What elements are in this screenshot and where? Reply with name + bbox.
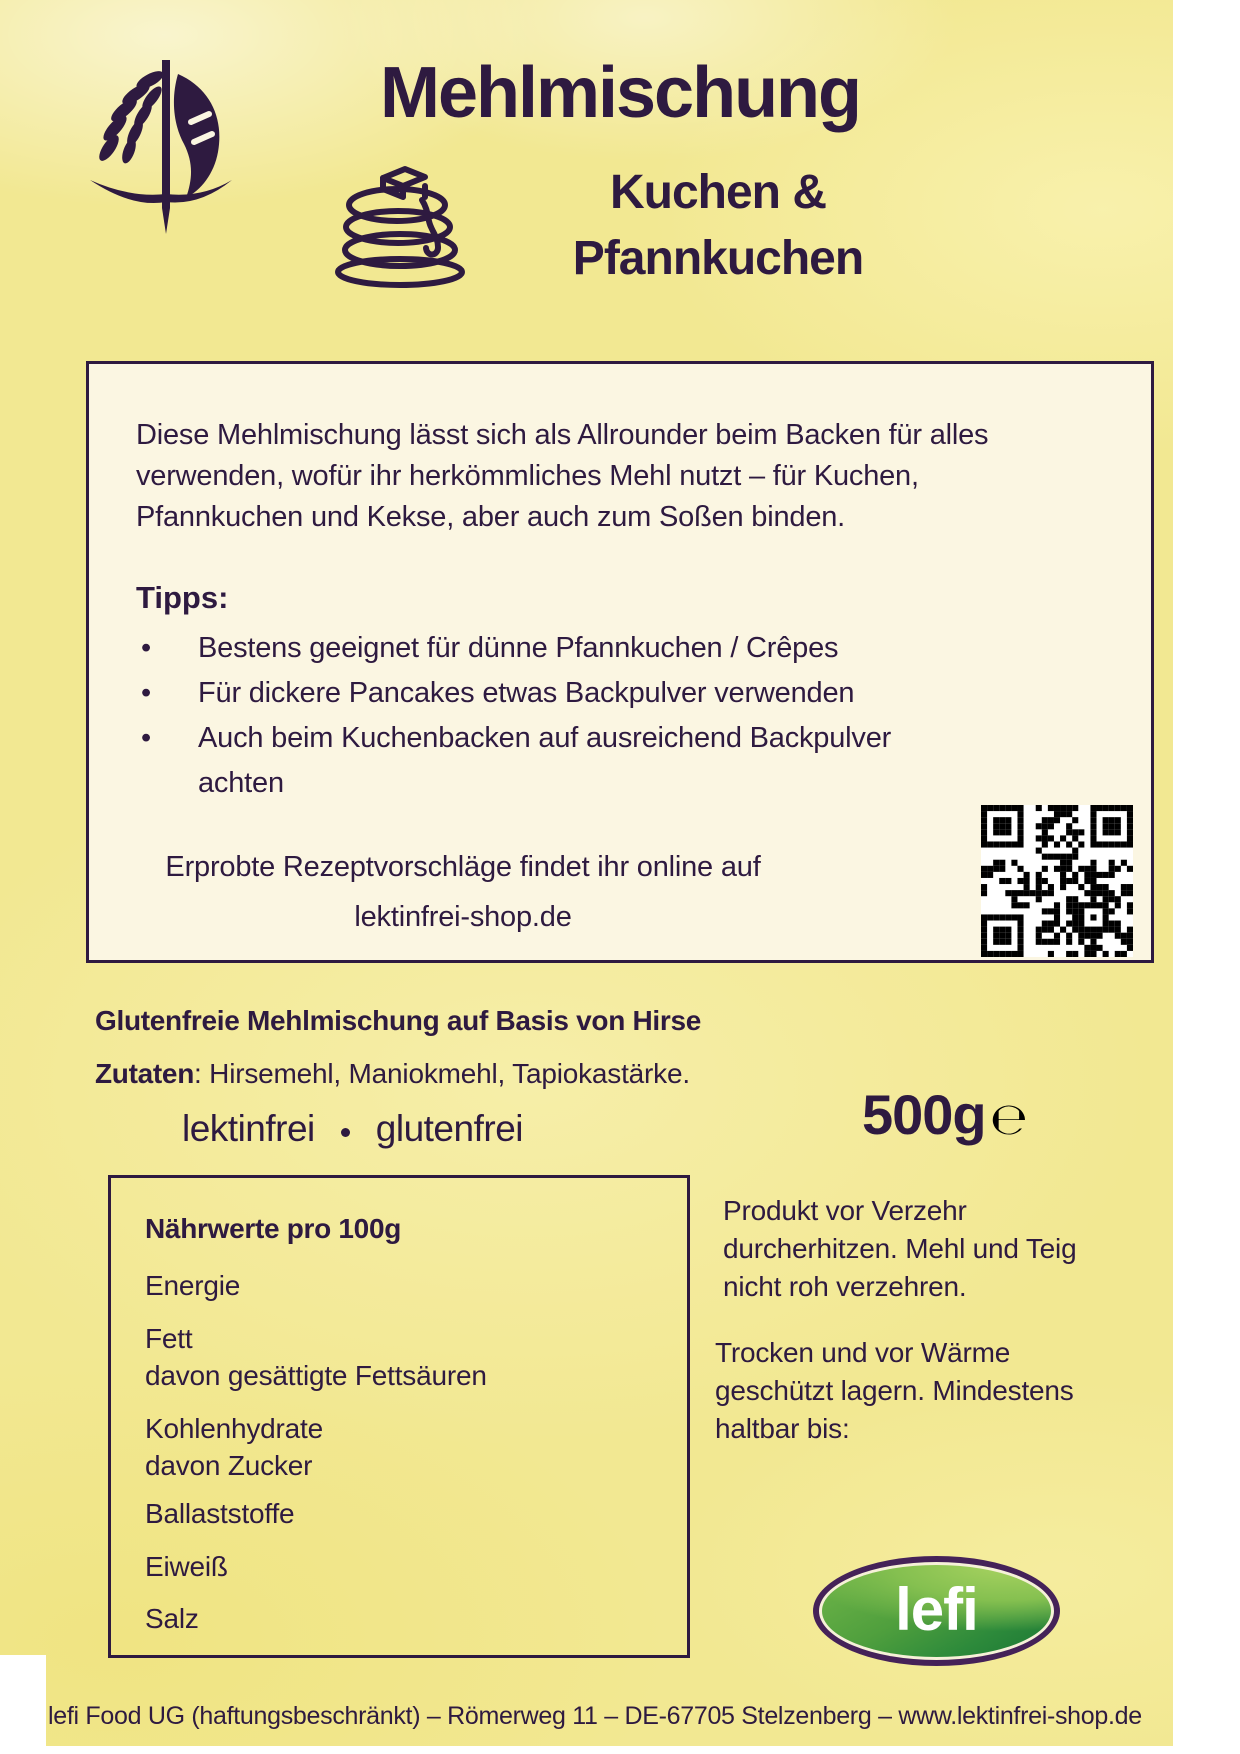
tip-item: • Für dickere Pancakes etwas Backpulver verwenden (89, 671, 978, 716)
recipes-line-1: Erprobte Rezeptvorschläge findet ihr online auf (165, 851, 761, 883)
recipes-url: lektinfrei-shop.de (354, 901, 572, 933)
nutrition-row: Energie (145, 1270, 241, 1301)
product-subtitle (518, 160, 918, 292)
nutrition-row: Kohlenhydrate (145, 1413, 323, 1444)
weight-value: 500g (862, 1083, 986, 1146)
net-weight (862, 1082, 1028, 1147)
recipes-note (133, 842, 793, 942)
nutrition-row: Eiweiß (145, 1551, 228, 1582)
subtitle-line-1: Kuchen & (609, 166, 826, 219)
nutrition-row: Ballaststoffe (145, 1498, 295, 1529)
subtitle-line-2: Pfannkuchen (572, 232, 864, 285)
pancakes-icon (325, 158, 475, 292)
tips-heading: Tipps: (136, 580, 229, 615)
nutrition-row: Fett (145, 1323, 193, 1354)
estimated-sign: ℮ (990, 1094, 1028, 1145)
diet-badges (182, 1108, 523, 1150)
ingredients-list: : Hirsemehl, Maniokmehl, Tapiokastärke. (194, 1058, 690, 1089)
badge-glutenfrei: glutenfrei (375, 1108, 523, 1149)
nutrition-row: davon Zucker (145, 1450, 313, 1481)
ingredients-label: Zutaten (95, 1058, 195, 1089)
description-text: Diese Mehlmischung lässt sich als Allrounder beim Backen für alles verwenden, wofür ihr herkömmliches Mehl nutzt – für Kuchen, Pfannkuchen und Kekse, aber auch zum Soßen binden. (136, 419, 989, 533)
storage-notice: Trocken und vor Wärme geschützt lagern. Mindestens haltbar bis: (715, 1337, 1074, 1444)
description-box (86, 361, 1154, 963)
product-claim: Glutenfreie Mehlmischung auf Basis von Hirse (95, 1005, 702, 1036)
nutrition-box (108, 1175, 690, 1658)
bullet-icon: • (141, 632, 151, 664)
page-margin (0, 1655, 46, 1746)
lefi-logo (813, 1556, 1060, 1666)
tip-item: • Auch beim Kuchenbacken auf ausreichend Backpulver achten (89, 716, 978, 806)
badge-lektinfrei: lektinfrei (182, 1108, 315, 1149)
nutrition-row: Salz (145, 1603, 199, 1634)
bullet-icon: • (141, 722, 151, 754)
separator-dot-icon (341, 1128, 350, 1137)
qr-code (981, 805, 1133, 957)
product-title: Mehlmischung (379, 53, 861, 133)
heating-notice: Produkt vor Verzehr durcherhitzen. Mehl und Teig nicht roh verzehren. (723, 1195, 1077, 1302)
tip-item: • Bestens geeignet für dünne Pfannkuchen / Crêpes (89, 626, 978, 671)
ingredients-line (95, 1058, 690, 1090)
tips-list (89, 626, 989, 806)
brand-wheat-icon (88, 60, 234, 236)
lefi-logo-text: lefi (895, 1575, 978, 1643)
footer-imprint: lefi Food UG (haftungsbeschränkt) – Römerweg 11 – DE-67705 Stelzenberg – www.lektinfrei-shop.de (48, 1702, 1142, 1730)
nutrition-row: davon gesättigte Fettsäuren (145, 1360, 487, 1391)
lefi-logo-oval (822, 1565, 1051, 1657)
nutrition-heading: Nährwerte pro 100g (145, 1213, 402, 1244)
bullet-icon: • (141, 677, 151, 709)
